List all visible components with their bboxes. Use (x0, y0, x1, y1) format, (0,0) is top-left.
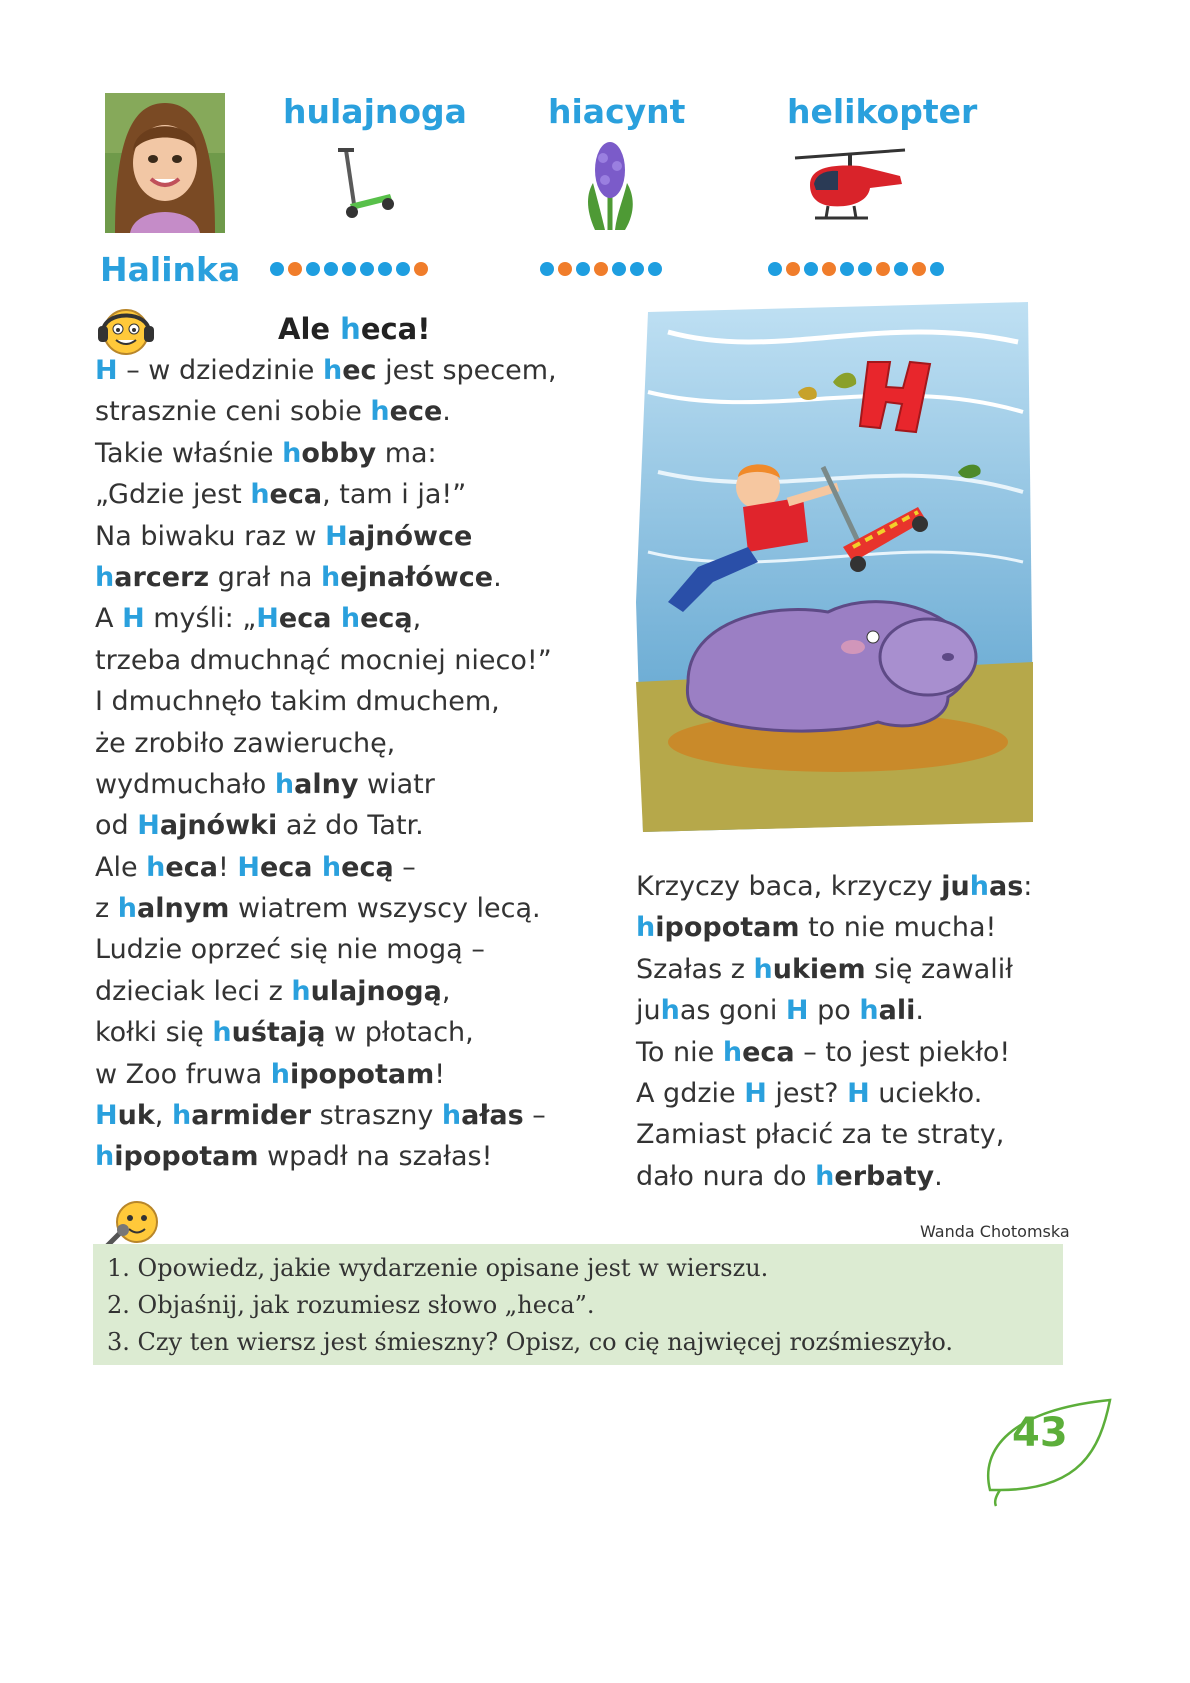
poem-line (95, 598, 557, 639)
poem-line (95, 847, 557, 888)
poem-text: alny (294, 768, 359, 800)
poem-text: ju (636, 995, 661, 1027)
highlight-letter: H (237, 851, 260, 883)
highlight-letter: h (146, 851, 166, 883)
poem-text: – (393, 851, 416, 883)
poem-right-column (636, 866, 1032, 1197)
poem-text: ma: (376, 437, 437, 469)
poem-text: To nie (636, 1036, 723, 1068)
poem-line (636, 907, 1032, 948)
poem-text: , (441, 975, 451, 1007)
syllable-dot (786, 262, 800, 276)
poem-left-column (95, 350, 557, 1178)
syllable-dot (822, 262, 836, 276)
poem-text: jest specem, (376, 355, 557, 386)
highlight-letter: H (744, 1077, 767, 1109)
poem-text: wiatr (358, 768, 435, 800)
syllable-dot (912, 262, 926, 276)
scooter-icon (330, 142, 400, 222)
poem-line (95, 929, 557, 970)
poem-text: arcerz (114, 561, 210, 593)
highlight-letter: h (321, 561, 341, 593)
poem-text: erbaty (834, 1160, 935, 1192)
poem-illustration (628, 302, 1038, 842)
word-hiacynt: hiacynt (548, 92, 686, 131)
poem-text: Ludzie oprzeć się nie mogą – (95, 934, 485, 966)
poem-line (95, 391, 557, 432)
poem-text: wpadł na szałas! (258, 1141, 493, 1173)
helicopter-icon (790, 140, 910, 230)
poem-text: eca (269, 479, 323, 511)
highlight-letter: h (859, 995, 879, 1027)
hyacinth-icon (575, 138, 645, 233)
highlight-letter: h (212, 1017, 232, 1049)
highlight-letter: h (95, 1141, 115, 1173)
poem-text: straszny (311, 1100, 442, 1132)
poem-text: Zamiast płacić za te straty, (636, 1119, 1005, 1151)
poem-text: eca (259, 851, 322, 883)
poem-text: A (95, 603, 123, 635)
poem-line (636, 866, 1032, 907)
poem-title (278, 312, 430, 346)
poem-line (95, 557, 557, 598)
poem-line (95, 1054, 557, 1095)
question-2: 2. Objaśnij, jak rozumiesz słowo „heca”. (107, 1291, 595, 1319)
syllable-dot (768, 262, 782, 276)
syllable-dot (594, 262, 608, 276)
poem-line (636, 990, 1032, 1031)
highlight-letter: h (274, 768, 295, 800)
poem-text: w Zoo fruwa (95, 1058, 271, 1090)
highlight-letter: H (785, 995, 809, 1027)
girl-name: Halinka (100, 250, 241, 289)
poem-text: ipopotam (655, 912, 800, 944)
poem-text: Na biwaku raz w (95, 520, 326, 552)
poem-line (636, 1073, 1032, 1114)
poem-text: eca (165, 851, 218, 883)
poem-text: trzeba dmuchnąć mocniej nieco!” (95, 644, 552, 676)
girl-photo (105, 93, 225, 233)
poem-text: eca (742, 1036, 795, 1068)
highlight-letter: H (847, 1077, 870, 1109)
poem-text: ec (342, 355, 377, 386)
poem-text: ałas (461, 1100, 524, 1132)
syllable-dot (270, 262, 284, 276)
highlight-letter: h (321, 851, 342, 883)
poem-text: Takie właśnie (95, 437, 283, 469)
poem-text: ukiem (772, 953, 866, 985)
syllable-dot (894, 262, 908, 276)
poem-text: strasznie ceni sobie (95, 396, 371, 428)
poem-text: – w dziedzinie (117, 355, 323, 386)
poem-line (95, 764, 557, 805)
poem-text: wydmuchało (95, 768, 275, 800)
syllable-dot (396, 262, 410, 276)
highlight-letter: h (291, 975, 311, 1007)
highlight-letter: H (137, 810, 160, 842)
poem-text: ecą (341, 851, 394, 883)
syllable-dot (540, 262, 554, 276)
syllable-dots-hulajnoga (270, 262, 428, 276)
highlight-letter: h (370, 396, 390, 428)
poem-text: myśli: „ (144, 603, 257, 635)
poem-text: że zrobiło zawieruchę, (95, 727, 396, 759)
poem-text: grał na (209, 561, 321, 593)
poem-text: obby (301, 437, 377, 469)
poem-text: się zawalił (865, 953, 1013, 985)
poem-text: I dmuchnęło takim dmuchem, (95, 686, 500, 718)
page-number: 43 (1012, 1410, 1068, 1456)
questions-box (93, 1244, 1063, 1365)
poem-text: ulajnogą (310, 975, 442, 1007)
highlight-letter: h (815, 1160, 835, 1192)
poem-text: Krzyczy baca, krzyczy (636, 871, 942, 902)
highlight-letter: h (753, 953, 773, 985)
poem-text: , (154, 1100, 172, 1132)
highlight-letter: h (95, 561, 115, 593)
poem-text: od (95, 810, 138, 842)
highlight-letter: h (322, 355, 343, 386)
highlight-letter: h (117, 893, 137, 925)
highlight-letter: h (171, 1100, 192, 1132)
poem-text: A gdzie (636, 1077, 745, 1109)
poem-text: aż do Tatr. (277, 810, 424, 842)
poem-text: armider (191, 1100, 312, 1132)
poem-title-highlight: h (340, 312, 361, 346)
poem-text: uk (117, 1100, 155, 1132)
poem-text: – to jest piekło! (794, 1036, 1011, 1068)
poem-line (95, 1012, 557, 1053)
poem-line (95, 1136, 557, 1177)
poem-line (95, 888, 557, 929)
poem-text: as (988, 871, 1024, 902)
poem-text: jest? (766, 1077, 848, 1109)
syllable-dot (360, 262, 374, 276)
poem-line (636, 1156, 1032, 1197)
poem-text: ipopotam (114, 1141, 259, 1173)
poem-text: „Gdzie jest (95, 479, 251, 511)
syllable-dot (558, 262, 572, 276)
poem-text: : (1023, 871, 1033, 902)
poem-text: dzieciak leci z (95, 975, 292, 1007)
poem-text: ajnówki (159, 810, 278, 842)
syllable-dot (840, 262, 854, 276)
highlight-letter: h (441, 1100, 462, 1132)
highlight-letter: h (270, 1058, 290, 1090)
syllable-dot (576, 262, 590, 276)
highlight-letter: h (722, 1036, 743, 1068)
poem-text: Szałas z (636, 953, 754, 985)
syllable-dot (378, 262, 392, 276)
poem-line (95, 805, 557, 846)
highlight-letter: h (969, 871, 989, 902)
syllable-dot (324, 262, 338, 276)
syllable-dot (612, 262, 626, 276)
poem-text: w płotach, (325, 1017, 474, 1049)
poem-title-prefix: Ale (278, 312, 341, 346)
poem-text: – (523, 1100, 546, 1132)
poem-line (95, 1095, 557, 1136)
highlight-letter: h (636, 912, 656, 944)
highlight-letter: h (660, 995, 680, 1027)
poem-text: , (412, 603, 422, 635)
highlight-letter: h (250, 479, 270, 511)
poem-line (636, 1114, 1032, 1155)
poem-text: Ale (95, 851, 147, 883)
poem-text: ! (217, 851, 238, 883)
poem-text: as goni (679, 995, 786, 1027)
poem-text: ali (878, 995, 916, 1027)
poem-text: uśtają (231, 1017, 326, 1049)
poem-line (95, 971, 557, 1012)
poem-title-suffix: eca! (360, 312, 431, 346)
syllable-dot (306, 262, 320, 276)
highlight-letter: H (256, 603, 279, 635)
poem-text: . (934, 1160, 943, 1192)
syllable-dot (930, 262, 944, 276)
syllable-dot (648, 262, 662, 276)
poem-text: ju (941, 871, 970, 902)
syllable-dot (876, 262, 890, 276)
poem-line (95, 681, 557, 722)
question-3: 3. Czy ten wiersz jest śmieszny? Opisz, co cię najwięcej rozśmieszyło. (107, 1328, 954, 1356)
poem-text: , tam i ja!” (322, 479, 467, 511)
poem-text: wiatrem wszyscy lecą. (229, 893, 541, 925)
syllable-dots-helikopter (768, 262, 944, 276)
question-1: 1. Opowiedz, jakie wydarzenie opisane jest w wierszu. (107, 1254, 769, 1282)
poem-line (95, 640, 557, 681)
syllable-dot (342, 262, 356, 276)
poem-text: eca (278, 603, 341, 635)
poem-line (95, 723, 557, 764)
poem-line (95, 516, 557, 557)
poem-text: ece (389, 396, 443, 428)
poem-text: ajnówce (347, 520, 473, 552)
highlight-letter: H (95, 1100, 118, 1132)
poem-line (95, 474, 557, 515)
poem-text: . (442, 396, 451, 428)
highlight-letter: h (282, 437, 302, 469)
syllable-dots-hiacynt (540, 262, 662, 276)
poem-text: to nie mucha! (799, 912, 997, 944)
poem-text: ! (434, 1058, 446, 1090)
word-helikopter: helikopter (787, 92, 978, 131)
highlight-letter: h (340, 603, 361, 635)
poem-text: ipopotam (289, 1058, 435, 1090)
syllable-dot (288, 262, 302, 276)
syllable-dot (858, 262, 872, 276)
poem-text: po (808, 995, 860, 1027)
poem-text: uciekło. (869, 1077, 983, 1109)
poem-line (636, 949, 1032, 990)
poem-text: kołki się (95, 1017, 213, 1049)
poem-text: dało nura do (636, 1160, 816, 1192)
highlight-letter: H (95, 355, 118, 386)
poem-text: z (95, 893, 118, 925)
word-hulajnoga: hulajnoga (283, 92, 467, 131)
syllable-dot (414, 262, 428, 276)
highlight-letter: H (325, 520, 348, 552)
poem-text: ejnałówce (340, 561, 494, 593)
poem-line (636, 1032, 1032, 1073)
poem-text: ecą (360, 603, 413, 635)
poem-line (95, 350, 557, 391)
poem-text: . (493, 561, 502, 593)
poem-line (95, 433, 557, 474)
highlight-letter: H (122, 603, 145, 635)
poem-author: Wanda Chotomska (920, 1222, 1070, 1241)
syllable-dot (630, 262, 644, 276)
syllable-dot (804, 262, 818, 276)
poem-text: . (915, 995, 924, 1027)
poem-text: alnym (137, 893, 230, 925)
